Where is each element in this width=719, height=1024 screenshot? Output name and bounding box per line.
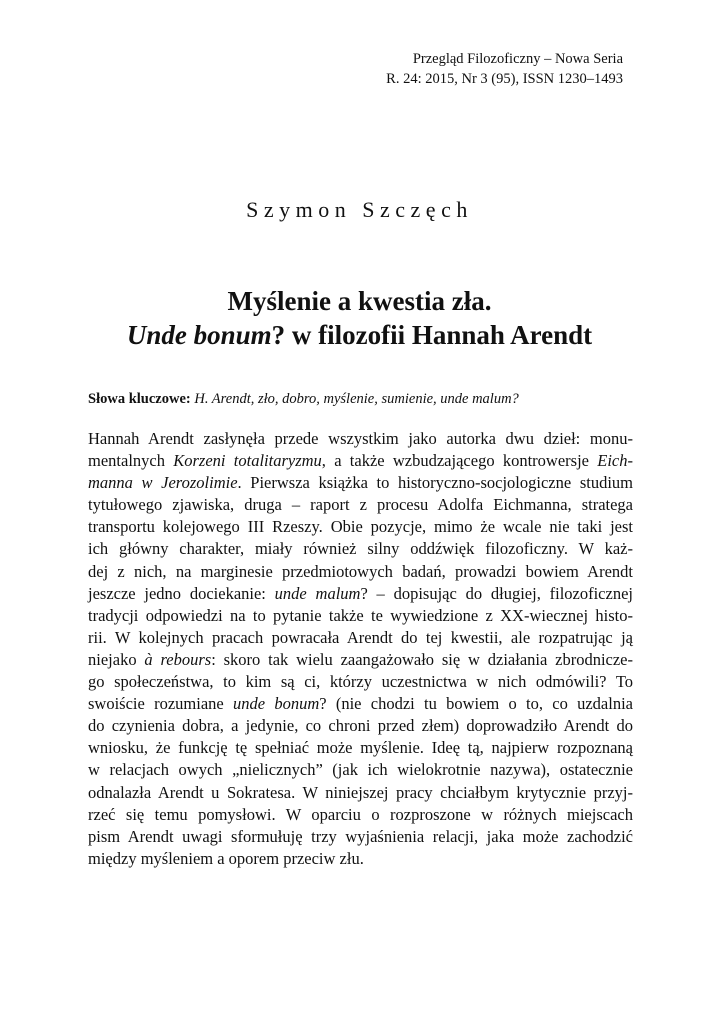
text-segment: ? (nie chodzi tu bowiem o to, co uzdalnia — [319, 694, 633, 714]
text-line: go społeczeństwa, to kim są ci, którzy uczestnictwa w nich odmówili? To — [88, 672, 633, 692]
text-segment: niejako — [88, 649, 145, 669]
text-line: Hannah Arendt zasłynęła przede wszystkim jako autorka dwu dzieł: monu- — [88, 429, 633, 448]
book-title: manna w Jerozolimie — [88, 473, 238, 493]
text-segment: jeszcze jedno dociekanie: — [88, 583, 275, 603]
text-line — [88, 649, 633, 671]
text-line: rzeć się temu pomysłowi. W oparciu o rozproszone w różnych miejscach — [88, 804, 633, 824]
book-title: Eich- — [597, 451, 633, 471]
text-segment: ? – dopisując do długiej, filozoficznej — [360, 583, 633, 603]
keywords — [88, 389, 633, 409]
keywords-label: Słowa kluczowe: — [88, 391, 191, 407]
text-line: tradycji odpowiedzi na to pytanie także te wywiedzione z XX-wiecznej histo- — [88, 605, 633, 625]
text-line — [88, 583, 633, 605]
abstract-paragraph — [88, 428, 633, 870]
text-segment: , a także wzbudzającego kontrowersje — [321, 451, 598, 471]
text-line: w relacjach owych „nielicznych” (jak ich wielokrotnie nazywa), ostatecznie — [88, 760, 633, 780]
keywords-terms: H. Arendt, zło, dobro, myślenie, sumienie, unde malum? — [194, 391, 519, 407]
book-title: Korzeni totalitaryzmu — [173, 451, 322, 471]
text-line: między myśleniem a oporem przeciw złu. — [88, 848, 364, 868]
text-line — [88, 472, 633, 494]
text-line: dej z nich, na marginesie przedmiotowych badań, prowadzi bowiem Arendt — [88, 561, 633, 581]
title-line-2 — [0, 318, 719, 352]
text-line: odnalazła Arendt u Sokratesa. W niniejszej pracy chciałbym krytycznie przyj- — [88, 782, 633, 802]
text-line: rii. W kolejnych pracach powracała Arendt do tej kwestii, ale rozpatrując ją — [88, 627, 633, 647]
article-title — [0, 284, 719, 352]
text-segment: : skoro tak wielu zaangażowało się w działania zbrodnicze- — [211, 649, 633, 669]
journal-issue-info: R. 24: 2015, Nr 3 (95), ISSN 1230–1493 — [386, 71, 623, 87]
text-line — [88, 693, 633, 715]
text-line — [88, 450, 633, 472]
text-line: transportu kolejowego III Rzeszy. Obie pozycje, mimo że wcale nie taki jest — [88, 517, 633, 537]
text-segment: swoiście rozumiane — [88, 694, 233, 714]
text-line: pism Arendt uwagi sformułuję trzy wyjaśnienia relacji, jaka może zachodzić — [88, 826, 633, 846]
title-line-1: Myślenie a kwestia zła. — [227, 286, 492, 316]
author-name: Szymon Szczęch — [246, 197, 473, 222]
text-line: wniosku, że funkcję tę spełniać może myślenie. Ideę tą, najpierw rozpoznaną — [88, 738, 633, 758]
title-rest: ? w filozofii Hannah Arendt — [271, 320, 593, 350]
latin-phrase: unde bonum — [233, 694, 320, 714]
journal-header — [386, 49, 623, 89]
title-italic-part: Unde bonum — [126, 320, 272, 350]
text-line: do czynienia dobra, a jedynie, co chroni przed złem) doprowadziło Arendt do — [88, 716, 633, 736]
text-line: tytułowego zjawiska, druga – raport z procesu Adolfa Eichmanna, stratega — [88, 495, 633, 515]
journal-name: Przegląd Filozoficzny – Nowa Seria — [412, 51, 623, 67]
text-segment: mentalnych — [88, 451, 174, 471]
french-phrase: à rebours — [144, 649, 212, 669]
text-segment: . Pierwsza książka to historyczno-socjologiczne studium — [237, 473, 633, 493]
text-line: ich główny charakter, miały również silny oddźwięk filozoficzny. W każ- — [88, 539, 633, 559]
latin-phrase: unde malum — [274, 583, 361, 603]
